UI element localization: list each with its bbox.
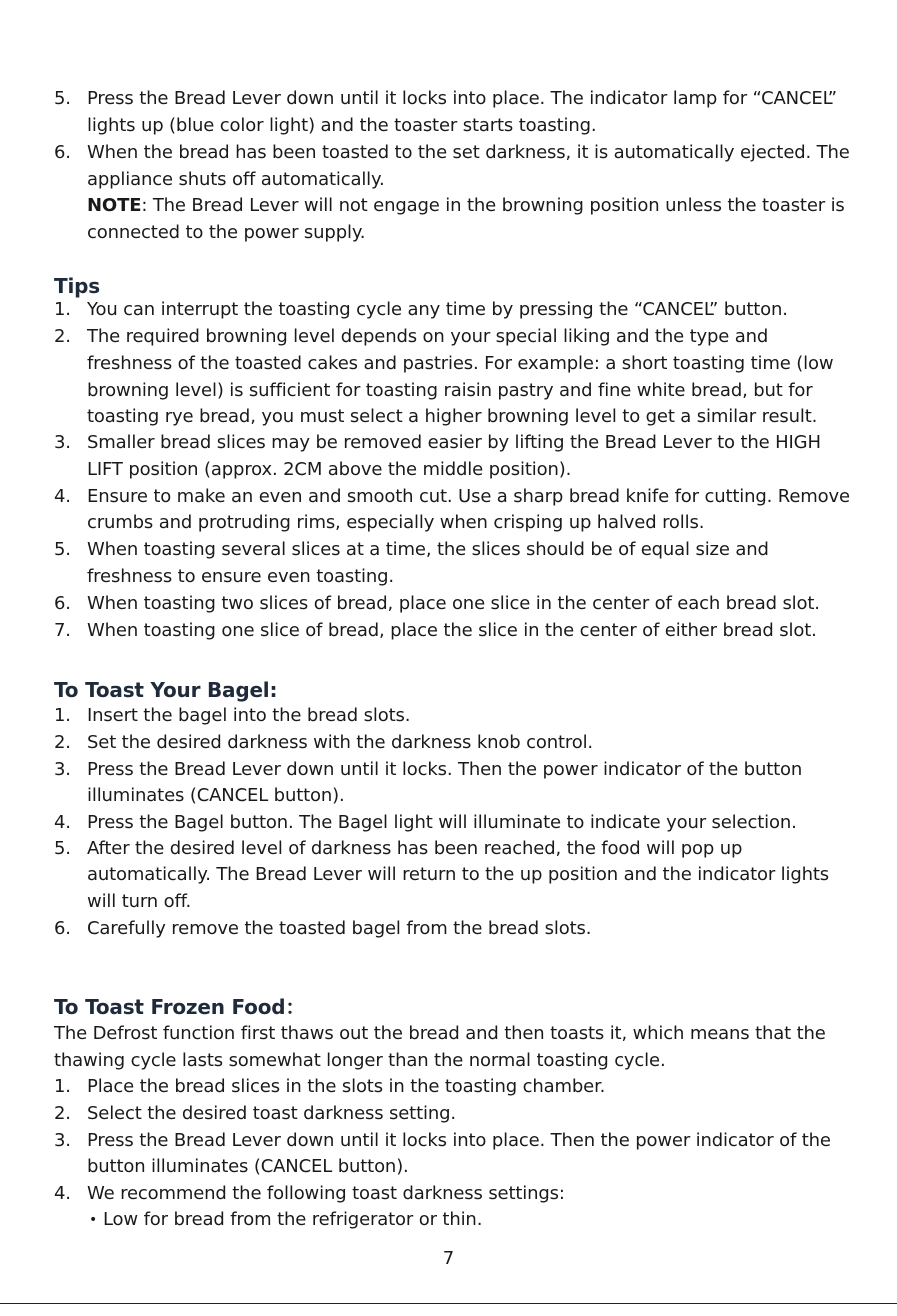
- list-item: [0, 836, 897, 862]
- item-number: 5.: [54, 539, 71, 560]
- item-text: Insert the bagel into the bread slots.: [87, 705, 411, 726]
- item-text: button illuminates (CANCEL button).: [87, 1156, 409, 1177]
- list-item-continuation: [0, 404, 897, 430]
- item-number: 2.: [54, 732, 71, 753]
- intro-paragraph: [0, 1021, 897, 1047]
- list-item: [0, 140, 897, 166]
- intro-text: thawing cycle lasts somewhat longer than the normal toasting cycle.: [54, 1050, 666, 1071]
- item-number: 1.: [54, 299, 71, 320]
- item-number: 7.: [54, 620, 71, 641]
- item-text: freshness to ensure even toasting.: [87, 566, 394, 587]
- item-text: The required browning level depends on your special liking and the type and: [87, 326, 769, 347]
- item-text: Smaller bread slices may be removed easier by lifting the Bread Lever to the HIGH: [87, 432, 821, 453]
- item-number: 6.: [54, 142, 71, 163]
- note-text: : The Bread Lever will not engage in the browning position unless the toaster is: [141, 195, 845, 216]
- item-number: 4.: [54, 1183, 71, 1204]
- list-item: [0, 1074, 897, 1100]
- section-heading: [54, 993, 305, 1021]
- bullet-item: [0, 1207, 897, 1233]
- item-text: freshness of the toasted cakes and pastries. For example: a short toasting time (low: [87, 353, 834, 374]
- section-heading: To Toast Your Bagel:: [54, 678, 278, 702]
- item-text: When toasting two slices of bread, place one slice in the center of each bread slot.: [87, 593, 820, 614]
- item-text: LIFT position (approx. 2CM above the middle position).: [87, 459, 572, 480]
- list-item-continuation: [0, 862, 897, 888]
- list-item-continuation: [0, 167, 897, 193]
- list-item: [0, 86, 897, 112]
- item-text: appliance shuts off automatically.: [87, 169, 385, 190]
- note-text: connected to the power supply.: [87, 222, 366, 243]
- list-item: [0, 703, 897, 729]
- section-heading: Tips: [54, 274, 100, 298]
- item-text: Carefully remove the toasted bagel from the bread slots.: [87, 918, 592, 939]
- item-number: 1.: [54, 1076, 71, 1097]
- list-item-continuation: [0, 564, 897, 590]
- item-text: browning level) is sufficient for toasting raisin pastry and fine white bread, but for: [87, 380, 813, 401]
- list-item: [0, 730, 897, 756]
- item-text: Set the desired darkness with the darkness knob control.: [87, 732, 594, 753]
- list-item: [0, 430, 897, 456]
- item-text: Press the Bread Lever down until it locks into place. Then the power indicator of the: [87, 1130, 831, 1151]
- item-text: Press the Bagel button. The Bagel light will illuminate to indicate your selection.: [87, 812, 797, 833]
- bottom-divider: [0, 1303, 897, 1304]
- list-item: [0, 757, 897, 783]
- item-text: When toasting several slices at a time, the slices should be of equal size and: [87, 539, 769, 560]
- item-text: After the desired level of darkness has been reached, the food will pop up: [87, 838, 743, 859]
- item-text: toasting rye bread, you must select a higher browning level to get a similar result.: [87, 406, 818, 427]
- list-item: [0, 324, 897, 350]
- list-item-continuation: [0, 889, 897, 915]
- list-item-continuation: [0, 378, 897, 404]
- item-text: When toasting one slice of bread, place the slice in the center of either bread slot.: [87, 620, 817, 641]
- item-number: 6.: [54, 593, 71, 614]
- heading-colon: ：: [285, 995, 306, 1019]
- item-text: Ensure to make an even and smooth cut. Use a sharp bread knife for cutting. Remove: [87, 486, 850, 507]
- bullet-text: Low for bread from the refrigerator or thin.: [103, 1209, 483, 1230]
- item-text: illuminates (CANCEL button).: [87, 785, 345, 806]
- item-number: 1.: [54, 705, 71, 726]
- item-number: 2.: [54, 1103, 71, 1124]
- list-item-continuation: [0, 113, 897, 139]
- item-text: will turn off.: [87, 891, 192, 912]
- intro-paragraph: [0, 1048, 897, 1074]
- item-number: 4.: [54, 486, 71, 507]
- item-text: We recommend the following toast darkness settings:: [87, 1183, 565, 1204]
- item-text: automatically. The Bread Lever will return to the up position and the indicator lights: [87, 864, 830, 885]
- list-item-continuation: [0, 457, 897, 483]
- item-text: Place the bread slices in the slots in the toasting chamber.: [87, 1076, 606, 1097]
- list-item: [0, 618, 897, 644]
- item-text: Select the desired toast darkness setting.: [87, 1103, 456, 1124]
- item-text: You can interrupt the toasting cycle any time by pressing the “CANCEL” button.: [87, 299, 788, 320]
- item-text: Press the Bread Lever down until it locks. Then the power indicator of the button: [87, 759, 803, 780]
- bullet-icon: •: [89, 1212, 98, 1228]
- list-item-continuation: [0, 351, 897, 377]
- item-number: 2.: [54, 326, 71, 347]
- list-item: [0, 810, 897, 836]
- item-number: 6.: [54, 918, 71, 939]
- list-item: [0, 1181, 897, 1207]
- page-number: 7: [442, 1248, 455, 1269]
- list-item: [0, 1128, 897, 1154]
- intro-text: The Defrost function first thaws out the bread and then toasts it, which means that the: [54, 1023, 826, 1044]
- note-continuation: [0, 220, 897, 246]
- heading-text: To Toast Frozen Food: [54, 995, 286, 1019]
- list-item-continuation: [0, 510, 897, 536]
- list-item-continuation: [0, 1154, 897, 1180]
- item-text: Press the Bread Lever down until it locks into place. The indicator lamp for “CANCEL”: [87, 88, 837, 109]
- item-text: lights up (blue color light) and the toaster starts toasting.: [87, 115, 597, 136]
- note: [0, 193, 897, 219]
- list-item-continuation: [0, 783, 897, 809]
- item-number: 4.: [54, 812, 71, 833]
- list-item: [0, 537, 897, 563]
- list-item: [0, 297, 897, 323]
- list-item: [0, 591, 897, 617]
- note-label: NOTE: [87, 195, 142, 216]
- item-number: 5.: [54, 88, 71, 109]
- list-item: [0, 484, 897, 510]
- item-text: crumbs and protruding rims, especially when crisping up halved rolls.: [87, 512, 705, 533]
- list-item: [0, 916, 897, 942]
- item-number: 3.: [54, 759, 71, 780]
- item-number: 3.: [54, 432, 71, 453]
- item-number: 5.: [54, 838, 71, 859]
- item-text: When the bread has been toasted to the set darkness, it is automatically ejected. The: [87, 142, 850, 163]
- list-item: [0, 1101, 897, 1127]
- item-number: 3.: [54, 1130, 71, 1151]
